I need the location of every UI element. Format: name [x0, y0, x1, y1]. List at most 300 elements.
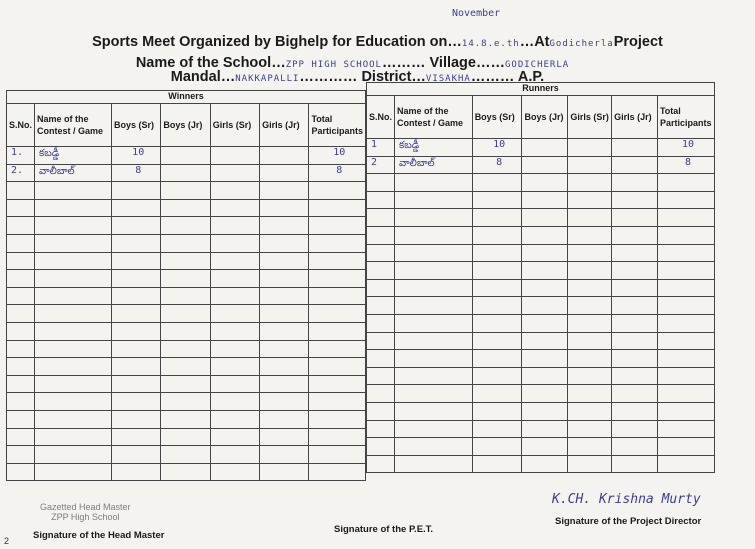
- w-cell-sno: [7, 375, 35, 393]
- r-cell-game: [395, 332, 473, 350]
- r-cell-girls-sr: [568, 226, 612, 244]
- title-prefix: Sports Meet Organized by Bighelp for Education on: [92, 34, 448, 50]
- r-cell-boys-sr: [472, 191, 522, 209]
- w-cell-total: [309, 428, 366, 446]
- r-cell-boys-sr: [472, 332, 522, 350]
- r-cell-sno: [367, 314, 395, 332]
- r-cell-total: [657, 332, 714, 350]
- r-cell-boys-sr: [472, 367, 522, 385]
- r-cell-sno: [367, 279, 395, 297]
- mandal-value: NAKKAPALLI: [235, 74, 300, 84]
- r-row: [367, 420, 715, 438]
- w-cell-boys-sr: [112, 322, 161, 340]
- r-cell-boys-jr: [522, 262, 568, 280]
- w-cell-boys-jr: [161, 182, 210, 200]
- w-cell-boys-jr: [161, 234, 210, 252]
- w-cell-girls-jr: [260, 393, 309, 411]
- w-cell-total: [309, 305, 366, 323]
- district-value: VISAKHA: [425, 74, 471, 84]
- w-cell-total: [309, 410, 366, 428]
- r-cell-game: [395, 385, 473, 403]
- r-cell-girls-sr: [568, 244, 612, 262]
- r-cell-sno: [367, 191, 395, 209]
- r-cell-sno: [367, 438, 395, 456]
- r-cell-sno: 2: [367, 156, 395, 174]
- w-cell-game: [35, 463, 112, 481]
- w-cell-girls-sr: [210, 217, 259, 235]
- r-cell-total: [657, 385, 714, 403]
- winners-body: [7, 147, 366, 481]
- w-cell-game: [35, 270, 112, 288]
- r-cell-boys-jr: [522, 279, 568, 297]
- r-cell-boys-sr: [472, 226, 522, 244]
- w-row: [7, 375, 366, 393]
- r-cell-boys-jr: [522, 438, 568, 456]
- school-line: Name of the School…ZPP HIGH SCHOOL……… Village……GODICHERLA: [135, 55, 570, 71]
- r-cell-total: [657, 174, 714, 192]
- r-cell-girls-jr: [612, 402, 658, 420]
- head-master-signature-label: Signature of the Head Master: [33, 530, 165, 541]
- w-cell-girls-jr: [260, 463, 309, 481]
- w-cell-girls-sr: [210, 428, 259, 446]
- r-cell-sno: [367, 420, 395, 438]
- w-cell-total: [309, 446, 366, 464]
- r-cell-boys-sr: 8: [472, 156, 522, 174]
- w-cell-girls-sr: [210, 340, 259, 358]
- r-cell-boys-sr: [472, 174, 522, 192]
- w-cell-boys-jr: [161, 252, 210, 270]
- w-cell-boys-sr: [112, 358, 161, 376]
- r-cell-total: [657, 244, 714, 262]
- w-cell-game: కబడ్డీ: [35, 147, 112, 165]
- w-cell-sno: [7, 305, 35, 323]
- project-director-signature-label: Signature of the Project Director: [555, 516, 702, 527]
- district-label: District: [361, 69, 412, 85]
- runners-body: [367, 139, 715, 473]
- r-cell-girls-jr: [612, 367, 658, 385]
- r-cell-girls-jr: [612, 455, 658, 473]
- r-row: [367, 156, 715, 174]
- w-cell-total: [309, 234, 366, 252]
- w-cell-game: [35, 234, 112, 252]
- stamp-line-1: Gazetted Head Master: [40, 502, 131, 512]
- date-value: 14.8.e.th: [461, 39, 520, 49]
- r-row: [367, 139, 715, 157]
- r-cell-total: [657, 402, 714, 420]
- w-cell-sno: [7, 428, 35, 446]
- r-cell-girls-jr: [612, 174, 658, 192]
- w-cell-game: [35, 199, 112, 217]
- r-col-total: Total Participants: [657, 96, 714, 139]
- r-cell-game: [395, 174, 473, 192]
- w-cell-sno: [7, 358, 35, 376]
- r-row: [367, 297, 715, 315]
- r-cell-girls-jr: [612, 139, 658, 157]
- w-cell-total: [309, 393, 366, 411]
- r-cell-boys-sr: [472, 402, 522, 420]
- r-cell-boys-jr: [522, 350, 568, 368]
- r-col-girls-jr: Girls (Jr): [612, 96, 658, 139]
- w-cell-girls-jr: [260, 287, 309, 305]
- w-cell-game: [35, 358, 112, 376]
- r-cell-sno: [367, 402, 395, 420]
- w-cell-game: [35, 287, 112, 305]
- w-cell-boys-jr: [161, 217, 210, 235]
- r-cell-total: 8: [657, 156, 714, 174]
- r-row: [367, 367, 715, 385]
- r-row: [367, 244, 715, 262]
- w-cell-boys-jr: [161, 322, 210, 340]
- w-cell-girls-sr: [210, 147, 259, 165]
- r-cell-girls-sr: [568, 367, 612, 385]
- r-cell-boys-sr: [472, 244, 522, 262]
- r-cell-total: [657, 420, 714, 438]
- r-row: [367, 226, 715, 244]
- w-cell-boys-jr: [161, 428, 210, 446]
- w-cell-boys-sr: [112, 375, 161, 393]
- r-cell-boys-jr: [522, 139, 568, 157]
- r-cell-girls-sr: [568, 279, 612, 297]
- r-cell-sno: [367, 174, 395, 192]
- r-cell-girls-jr: [612, 262, 658, 280]
- r-cell-total: [657, 297, 714, 315]
- r-cell-girls-jr: [612, 191, 658, 209]
- w-row: [7, 252, 366, 270]
- project-director-signature: K.CH. Krishna Murty: [552, 492, 701, 507]
- r-cell-girls-jr: [612, 332, 658, 350]
- r-cell-girls-sr: [568, 350, 612, 368]
- w-col-total: Total Participants: [309, 104, 366, 147]
- w-cell-boys-jr: [161, 375, 210, 393]
- r-cell-girls-sr: [568, 385, 612, 403]
- w-cell-total: [309, 340, 366, 358]
- w-row: [7, 234, 366, 252]
- w-row: [7, 147, 366, 165]
- r-cell-boys-sr: [472, 279, 522, 297]
- w-cell-boys-jr: [161, 446, 210, 464]
- w-cell-girls-jr: [260, 375, 309, 393]
- r-cell-boys-jr: [522, 174, 568, 192]
- w-cell-girls-sr: [210, 375, 259, 393]
- r-col-boys-sr: Boys (Sr): [472, 96, 522, 139]
- w-cell-girls-jr: [260, 340, 309, 358]
- head-master-stamp: [40, 502, 131, 522]
- w-row: [7, 358, 366, 376]
- w-cell-boys-sr: [112, 428, 161, 446]
- w-cell-girls-jr: [260, 199, 309, 217]
- w-cell-game: [35, 340, 112, 358]
- r-cell-sno: [367, 332, 395, 350]
- runners-table: [366, 82, 715, 473]
- r-cell-total: [657, 209, 714, 227]
- state-value: A.P.: [517, 69, 545, 85]
- w-row: [7, 393, 366, 411]
- w-cell-girls-jr: [260, 428, 309, 446]
- r-cell-total: [657, 350, 714, 368]
- r-cell-boys-sr: 10: [472, 139, 522, 157]
- r-cell-total: [657, 262, 714, 280]
- village-value: GODICHERLA: [504, 60, 570, 70]
- r-cell-boys-sr: [472, 297, 522, 315]
- r-cell-girls-jr: [612, 156, 658, 174]
- w-cell-boys-jr: [161, 164, 210, 182]
- pet-signature-label: Signature of the P.E.T.: [334, 524, 434, 535]
- w-cell-girls-sr: [210, 270, 259, 288]
- w-cell-boys-sr: [112, 199, 161, 217]
- w-cell-girls-jr: [260, 270, 309, 288]
- school-label: Name of the School: [135, 55, 272, 71]
- w-cell-girls-jr: [260, 182, 309, 200]
- w-cell-sno: [7, 340, 35, 358]
- w-cell-girls-jr: [260, 322, 309, 340]
- w-row: [7, 217, 366, 235]
- r-cell-boys-jr: [522, 314, 568, 332]
- w-cell-boys-jr: [161, 463, 210, 481]
- mandal-label: Mandal: [170, 69, 221, 85]
- w-cell-girls-sr: [210, 358, 259, 376]
- w-cell-total: [309, 270, 366, 288]
- w-cell-boys-sr: [112, 217, 161, 235]
- w-cell-boys-sr: [112, 287, 161, 305]
- r-cell-sno: [367, 244, 395, 262]
- r-cell-sno: [367, 455, 395, 473]
- r-cell-game: [395, 191, 473, 209]
- w-cell-total: [309, 322, 366, 340]
- r-cell-boys-sr: [472, 455, 522, 473]
- r-cell-girls-jr: [612, 297, 658, 315]
- w-col-girls-sr: Girls (Sr): [210, 104, 259, 147]
- r-cell-girls-sr: [568, 156, 612, 174]
- r-cell-sno: [367, 367, 395, 385]
- w-cell-girls-jr: [260, 147, 309, 165]
- r-cell-total: [657, 226, 714, 244]
- r-cell-girls-sr: [568, 297, 612, 315]
- r-cell-girls-sr: [568, 139, 612, 157]
- r-cell-girls-jr: [612, 314, 658, 332]
- w-cell-game: [35, 375, 112, 393]
- r-row: [367, 385, 715, 403]
- w-cell-total: [309, 287, 366, 305]
- r-cell-boys-jr: [522, 226, 568, 244]
- w-row: [7, 463, 366, 481]
- r-cell-girls-jr: [612, 420, 658, 438]
- w-cell-girls-jr: [260, 234, 309, 252]
- r-cell-game: కబడ్డీ: [395, 139, 473, 157]
- w-cell-girls-jr: [260, 446, 309, 464]
- r-cell-girls-jr: [612, 226, 658, 244]
- w-cell-boys-sr: [112, 305, 161, 323]
- r-cell-sno: [367, 385, 395, 403]
- w-cell-girls-sr: [210, 164, 259, 182]
- w-cell-sno: 2.: [7, 164, 35, 182]
- runners-title: Runners: [367, 83, 715, 96]
- r-cell-boys-jr: [522, 244, 568, 262]
- w-cell-game: [35, 393, 112, 411]
- w-cell-game: వాలీబాల్: [35, 164, 112, 182]
- r-row: [367, 279, 715, 297]
- w-cell-game: [35, 182, 112, 200]
- r-cell-game: [395, 420, 473, 438]
- w-cell-boys-jr: [161, 287, 210, 305]
- page-marker: 2: [4, 536, 10, 546]
- w-cell-boys-sr: [112, 463, 161, 481]
- w-row: [7, 410, 366, 428]
- r-cell-girls-sr: [568, 209, 612, 227]
- r-row: [367, 438, 715, 456]
- r-cell-total: [657, 367, 714, 385]
- r-cell-game: [395, 314, 473, 332]
- w-cell-girls-sr: [210, 463, 259, 481]
- w-cell-sno: 1.: [7, 147, 35, 165]
- r-cell-game: [395, 438, 473, 456]
- w-cell-total: 10: [309, 147, 366, 165]
- r-cell-boys-jr: [522, 367, 568, 385]
- village-label: Village: [429, 55, 476, 71]
- r-row: [367, 174, 715, 192]
- w-cell-total: [309, 358, 366, 376]
- r-cell-girls-sr: [568, 402, 612, 420]
- r-cell-boys-jr: [522, 156, 568, 174]
- r-cell-boys-sr: [472, 420, 522, 438]
- stamp-line-2: ZPP High School: [51, 512, 120, 522]
- r-cell-game: వాలీబాల్: [395, 156, 473, 174]
- r-cell-total: [657, 279, 714, 297]
- winners-title: Winners: [7, 91, 366, 104]
- w-cell-sno: [7, 393, 35, 411]
- title-line: Sports Meet Organized by Bighelp for Education on…14.8.e.th…AtGodicherlaProject: [92, 34, 663, 50]
- w-cell-sno: [7, 270, 35, 288]
- at-label: At: [534, 34, 550, 50]
- r-cell-game: [395, 262, 473, 280]
- w-cell-girls-jr: [260, 305, 309, 323]
- r-cell-total: 10: [657, 139, 714, 157]
- w-cell-total: [309, 252, 366, 270]
- r-row: [367, 332, 715, 350]
- w-cell-girls-sr: [210, 287, 259, 305]
- w-cell-girls-jr: [260, 410, 309, 428]
- w-cell-boys-sr: [112, 182, 161, 200]
- r-cell-girls-sr: [568, 455, 612, 473]
- w-cell-girls-sr: [210, 322, 259, 340]
- r-row: [367, 262, 715, 280]
- w-cell-boys-jr: [161, 147, 210, 165]
- r-cell-game: [395, 297, 473, 315]
- r-cell-total: [657, 191, 714, 209]
- w-row: [7, 428, 366, 446]
- w-cell-girls-sr: [210, 410, 259, 428]
- w-cell-girls-jr: [260, 252, 309, 270]
- r-cell-boys-jr: [522, 332, 568, 350]
- r-cell-game: [395, 367, 473, 385]
- w-cell-boys-jr: [161, 340, 210, 358]
- r-cell-sno: [367, 262, 395, 280]
- r-cell-sno: 1: [367, 139, 395, 157]
- project-label: Project: [613, 34, 663, 50]
- w-cell-boys-jr: [161, 393, 210, 411]
- r-cell-girls-sr: [568, 314, 612, 332]
- w-cell-total: [309, 463, 366, 481]
- w-col-girls-jr: Girls (Jr): [260, 104, 309, 147]
- w-cell-sno: [7, 217, 35, 235]
- r-cell-girls-jr: [612, 350, 658, 368]
- r-cell-game: [395, 209, 473, 227]
- r-cell-girls-sr: [568, 332, 612, 350]
- w-cell-girls-sr: [210, 446, 259, 464]
- w-col-sno: S.No.: [7, 104, 35, 147]
- r-col-game: Name of the Contest / Game: [395, 96, 473, 139]
- w-cell-sno: [7, 199, 35, 217]
- w-cell-girls-sr: [210, 199, 259, 217]
- r-cell-boys-sr: [472, 262, 522, 280]
- w-row: [7, 182, 366, 200]
- school-value: ZPP HIGH SCHOOL: [285, 60, 382, 70]
- r-row: [367, 402, 715, 420]
- r-cell-girls-sr: [568, 438, 612, 456]
- r-cell-girls-sr: [568, 420, 612, 438]
- w-row: [7, 340, 366, 358]
- w-cell-boys-jr: [161, 358, 210, 376]
- r-cell-game: [395, 244, 473, 262]
- r-cell-sno: [367, 350, 395, 368]
- winners-table: [6, 90, 366, 481]
- r-cell-boys-sr: [472, 209, 522, 227]
- r-cell-boys-jr: [522, 297, 568, 315]
- w-col-game: Name of the Contest / Game: [35, 104, 112, 147]
- w-cell-game: [35, 217, 112, 235]
- w-cell-boys-sr: [112, 340, 161, 358]
- r-cell-girls-sr: [568, 191, 612, 209]
- r-cell-total: [657, 455, 714, 473]
- w-cell-girls-sr: [210, 182, 259, 200]
- w-row: [7, 322, 366, 340]
- r-cell-girls-jr: [612, 385, 658, 403]
- w-cell-boys-jr: [161, 410, 210, 428]
- r-cell-girls-jr: [612, 438, 658, 456]
- r-row: [367, 191, 715, 209]
- w-cell-boys-jr: [161, 305, 210, 323]
- r-row: [367, 314, 715, 332]
- at-value: Godicherla: [549, 39, 614, 49]
- r-cell-girls-sr: [568, 262, 612, 280]
- w-cell-boys-sr: [112, 410, 161, 428]
- r-cell-boys-jr: [522, 455, 568, 473]
- w-cell-game: [35, 428, 112, 446]
- w-row: [7, 446, 366, 464]
- r-cell-game: [395, 279, 473, 297]
- r-cell-sno: [367, 297, 395, 315]
- w-cell-game: [35, 252, 112, 270]
- r-col-boys-jr: Boys (Jr): [522, 96, 568, 139]
- r-cell-sno: [367, 209, 395, 227]
- r-cell-boys-sr: [472, 385, 522, 403]
- w-cell-sno: [7, 463, 35, 481]
- w-cell-boys-sr: 8: [112, 164, 161, 182]
- w-cell-sno: [7, 252, 35, 270]
- r-cell-game: [395, 402, 473, 420]
- w-cell-sno: [7, 234, 35, 252]
- r-cell-sno: [367, 226, 395, 244]
- r-cell-boys-sr: [472, 350, 522, 368]
- r-cell-game: [395, 226, 473, 244]
- w-cell-boys-jr: [161, 270, 210, 288]
- w-cell-game: [35, 322, 112, 340]
- w-cell-girls-sr: [210, 305, 259, 323]
- w-cell-girls-sr: [210, 252, 259, 270]
- w-row: [7, 164, 366, 182]
- w-cell-boys-sr: [112, 393, 161, 411]
- r-cell-boys-sr: [472, 314, 522, 332]
- w-cell-girls-sr: [210, 393, 259, 411]
